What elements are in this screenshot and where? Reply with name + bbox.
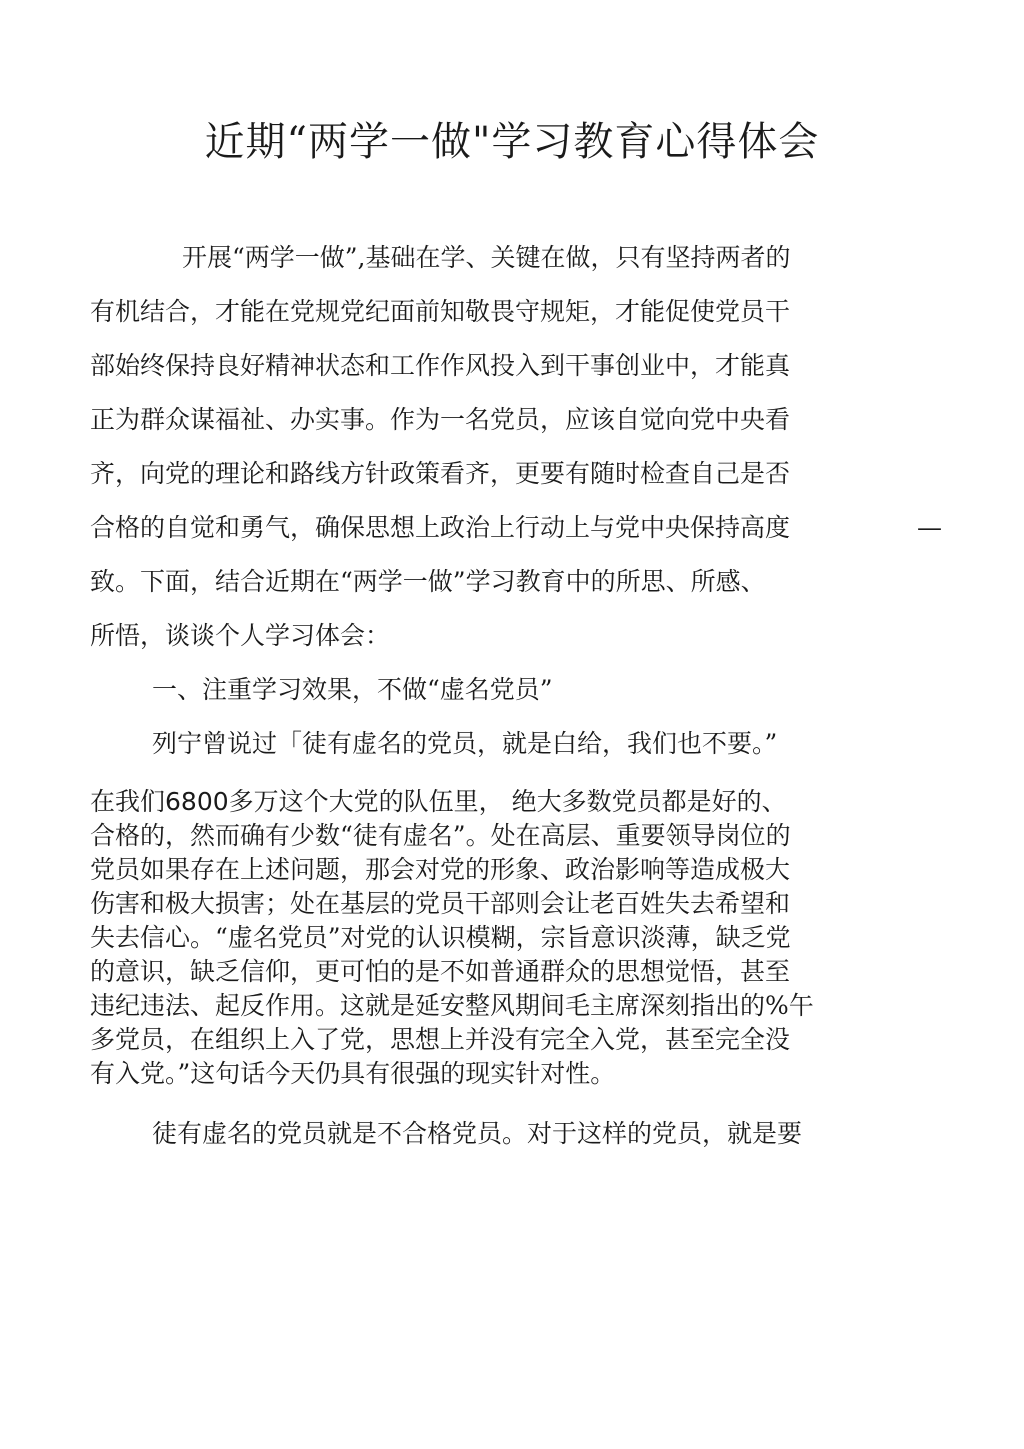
margin-dash: — [917, 513, 942, 542]
paragraph-line: 违纪违法、起反作用。这就是延安整风期间毛主席深刻指出的%午 [90, 991, 814, 1020]
paragraph-line: 致。下面，结合近期在“两学一做”学习教育中的所思、所感、 [90, 567, 766, 596]
text-run: 多万这个大党的队伍里， 绝大多数党员都是好的、 [228, 787, 787, 816]
paragraph-line: 部始终保持良好精神状态和工作作风投入到干事创业中，才能真 [90, 351, 791, 380]
text-run: 在我们 [90, 787, 166, 816]
paragraph-line: 合格的自觉和勇气，确保思想上政治上行动上与党中央保持高度 [90, 513, 791, 542]
paragraph-line: 开展“两学一做”,基础在学、关键在做，只有坚持两者的 [182, 243, 791, 272]
paragraph-line: 齐，向党的理论和路线方针政策看齐，更要有随时检查自己是否 [90, 459, 791, 488]
paragraph-line: 所悟，谈谈个人学习体会： [90, 621, 391, 650]
paragraph-line: 多党员，在组织上入了党，思想上并没有完全入党，甚至完全没 [90, 1025, 791, 1054]
paragraph-line [90, 784, 787, 820]
paragraph-line: 伤害和极大损害；处在基层的党员干部则会让老百姓失去希望和 [90, 889, 791, 918]
document-title: 近期“两学一做"学习教育心得体会 [204, 119, 820, 165]
number-run: 6800 [165, 787, 229, 816]
paragraph-line: 正为群众谋福祉、办实事。作为一名党员，应该自觉向党中央看 [90, 405, 791, 434]
paragraph-line: 有机结合，才能在党规党纪面前知敬畏守规矩，才能促使党员干 [90, 297, 791, 326]
paragraph-line: 合格的，然而确有少数“徒有虚名”。处在高层、重要领导岗位的 [90, 821, 791, 850]
paragraph-line: 的意识，缺乏信仰，更可怕的是不如普通群众的思想觉悟，甚至 [90, 957, 791, 986]
paragraph-line: 徒有虚名的党员就是不合格党员。对于这样的党员，就是要 [152, 1119, 803, 1148]
section-heading: 一、注重学习效果，不做“虚名党员” [152, 675, 553, 704]
paragraph-line: 有入党。”这句话今天仍具有很强的现实针对性。 [90, 1059, 616, 1088]
paragraph-line: 失去信心。“虚名党员”对党的认识模糊，宗旨意识淡薄，缺乏党 [90, 923, 791, 952]
paragraph-line: 党员如果存在上述问题，那会对党的形象、政治影响等造成极大 [90, 855, 791, 884]
paragraph-line: 列宁曾说过「徒有虚名的党员，就是白给，我们也不要。” [152, 729, 778, 758]
